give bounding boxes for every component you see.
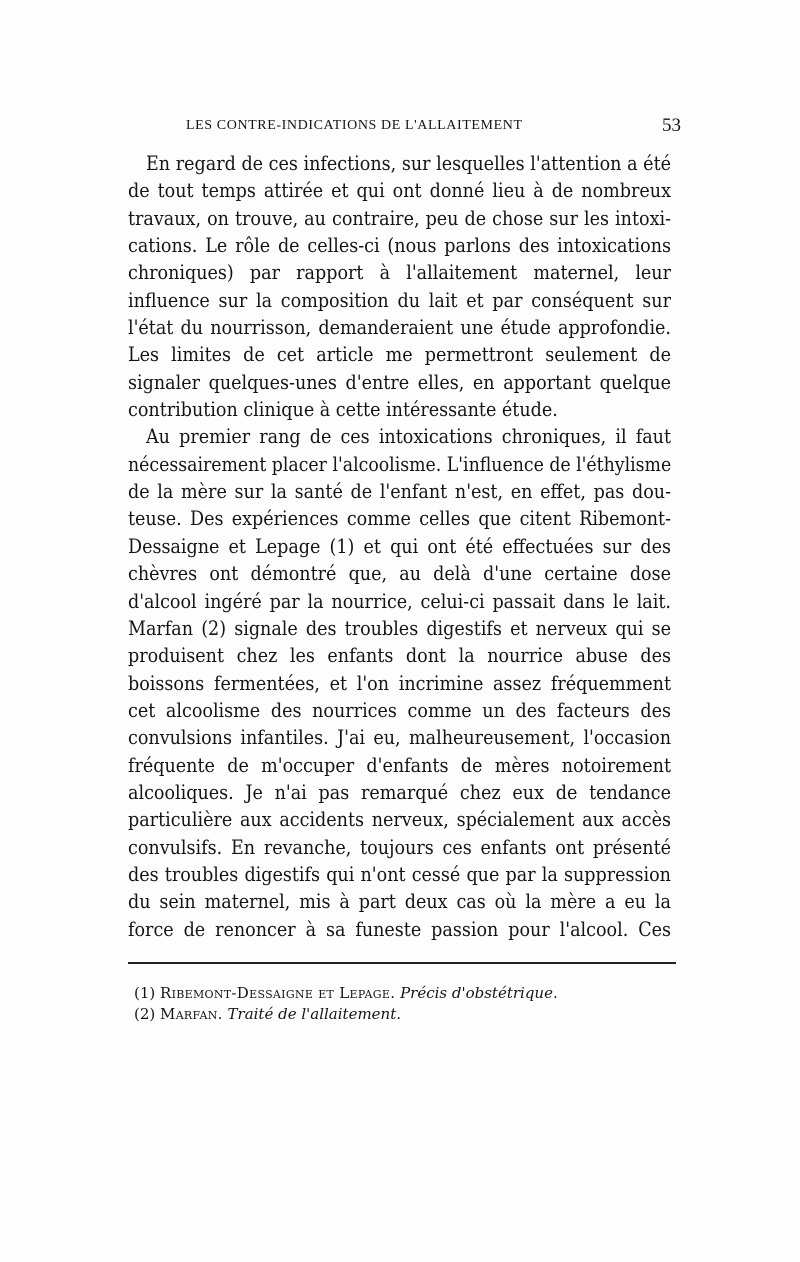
text-line: de la mère sur la santé de l'enfant n'est, en effet, pas dou- <box>128 480 671 504</box>
footnote-2 <box>134 1004 674 1025</box>
text-line: cations. Le rôle de celles-ci (nous parlons des intoxications <box>128 234 671 258</box>
text-line: contribution clinique à cette intéressante étude. <box>128 398 558 422</box>
text-line: signaler quelques-unes d'entre elles, en apportant quelque <box>128 370 671 394</box>
footnote-marker: (2) <box>134 1005 156 1023</box>
text-line: d'alcool ingéré par la nourrice, celui-ci passait dans le lait. <box>128 589 671 613</box>
text-line: Les limites de cet article me permettront seulement de <box>128 343 671 367</box>
text-line: boissons fermentées, et l'on incrimine assez fréquemment <box>128 671 671 695</box>
text-line: travaux, on trouve, au contraire, peu de chose sur les intoxi- <box>128 206 671 230</box>
page-number: 53 <box>662 115 681 136</box>
text-line: de tout temps attirée et qui ont donné lieu à de nombreux <box>128 179 671 203</box>
text-line: fréquente de m'occuper d'enfants de mères notoirement <box>128 753 671 777</box>
running-head <box>186 115 681 138</box>
footnote-title: Précis d'obstétrique. <box>400 984 558 1002</box>
running-title: LES CONTRE-INDICATIONS DE L'ALLAITEMENT <box>186 118 523 133</box>
text-line: chèvres ont démontré que, au delà d'une certaine dose <box>128 562 671 586</box>
text-line: du sein maternel, mis à part deux cas où la mère a eu la <box>128 890 671 914</box>
footnote-rule <box>128 962 676 964</box>
text-line: En regard de ces infections, sur lesquelles l'attention a été <box>146 152 671 175</box>
text-line: produisent chez les enfants dont la nourrice abuse des <box>128 644 671 668</box>
text-line: chroniques) par rapport à l'allaitement maternel, leur <box>128 261 671 285</box>
text-line: teuse. Des expériences comme celles que citent Ribemont- <box>128 507 671 531</box>
text-line: Marfan (2) signale des troubles digestifs et nerveux qui se <box>128 616 671 640</box>
text-line: particulière aux accidents nerveux, spécialement aux accès <box>128 808 671 832</box>
text-line: des troubles digestifs qui n'ont cessé que par la suppression <box>128 862 671 886</box>
text-line: force de renoncer à sa funeste passion pour l'alcool. Ces <box>128 917 671 941</box>
text-line: convulsions infantiles. J'ai eu, malheureusement, l'occasion <box>128 726 671 750</box>
text-line: influence sur la composition du lait et par conséquent sur <box>128 288 671 312</box>
text-line: alcooliques. Je n'ai pas remarqué chez eux de tendance <box>128 780 671 804</box>
text-line: Au premier rang de ces intoxications chroniques, il faut <box>146 425 671 449</box>
text-line: l'état du nourrisson, demanderaient une étude approfondie. <box>128 316 671 340</box>
footnote-title: Traité de l'allaitement. <box>227 1005 402 1023</box>
footnote-1 <box>134 983 674 1004</box>
body-text <box>128 150 671 943</box>
text-line: Dessaigne et Lepage (1) et qui ont été effectuées sur des <box>128 534 671 558</box>
text-line: nécessairement placer l'alcoolisme. L'influence de l'éthylisme <box>128 452 672 476</box>
footnote-marker: (1) <box>134 984 156 1002</box>
text-line: cet alcoolisme des nourrices comme un des facteurs des <box>128 698 671 722</box>
footnotes <box>134 983 674 1025</box>
footnote-authors: Marfan. <box>160 1005 223 1023</box>
footnote-authors: Ribemont-Dessaigne et Lepage. <box>160 984 396 1002</box>
text-line: convulsifs. En revanche, toujours ces enfants ont présenté <box>128 835 671 859</box>
